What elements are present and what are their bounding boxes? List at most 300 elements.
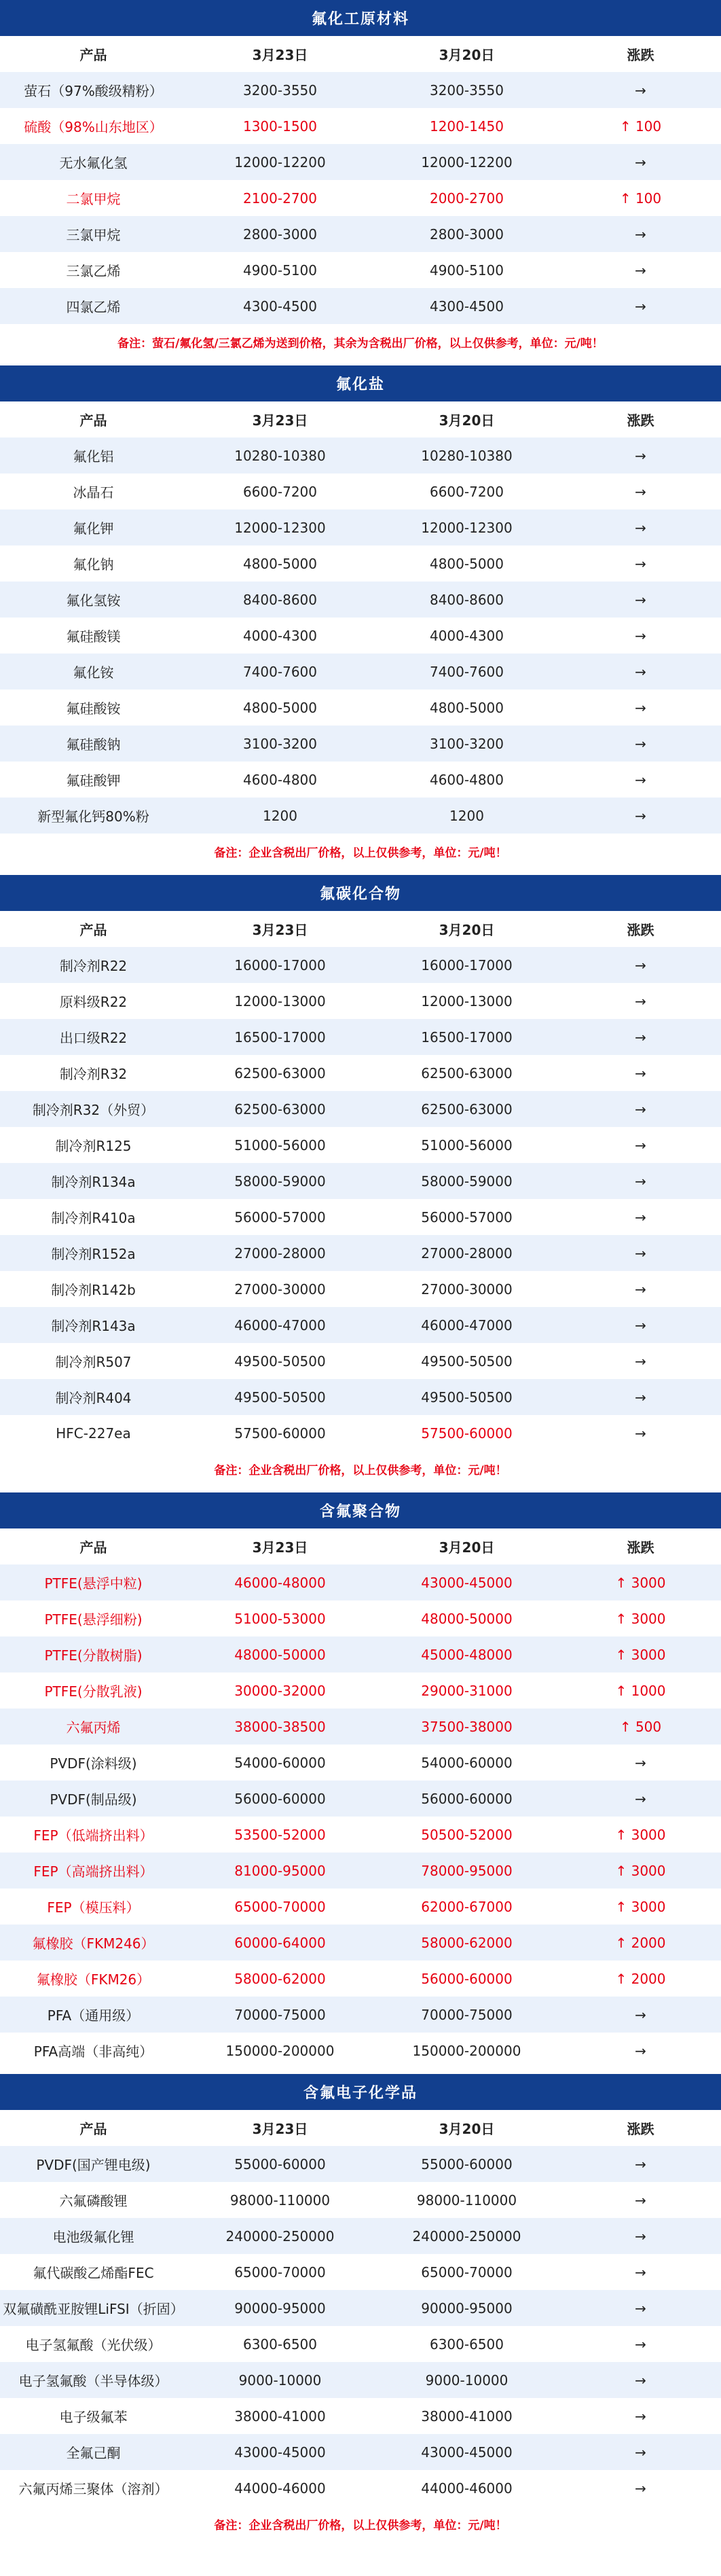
price-date-2: 12000-12200: [421, 154, 513, 171]
price-change: →: [635, 154, 646, 171]
product-name: 制冷剂R152a: [51, 1246, 136, 1262]
price-date-2: 56000-60000: [421, 1790, 513, 1807]
price-date-1: 30000-32000: [234, 1682, 326, 1699]
table-row: [0, 1163, 721, 1199]
price-date-1: 4800-5000: [242, 555, 317, 572]
price-date-1: 98000-110000: [229, 2192, 331, 2208]
product-name: 萤石（97%酸级精粉）: [24, 83, 163, 99]
price-date-1: 3100-3200: [242, 735, 317, 752]
header-change: 涨跌: [627, 1539, 654, 1556]
price-date-1: 81000-95000: [234, 1862, 326, 1879]
price-change: →: [635, 1353, 646, 1370]
table-row: [0, 2182, 721, 2218]
product-name: PTFE(悬浮细粉): [44, 1611, 143, 1628]
table-row: [0, 2362, 721, 2398]
table-row: [0, 216, 721, 252]
section-2: [0, 875, 721, 1487]
price-change: →: [635, 2372, 646, 2389]
price-date-1: 49500-50500: [234, 1353, 326, 1370]
header-product: 产品: [79, 47, 107, 63]
section-gap: [0, 1487, 721, 1492]
price-date-2: 4800-5000: [429, 555, 504, 572]
header-date-2: 3月20日: [439, 1539, 495, 1556]
table-row: [0, 582, 721, 618]
table-row: [0, 144, 721, 180]
price-date-1: 4300-4500: [242, 298, 317, 315]
price-change: →: [635, 2480, 646, 2497]
product-name: 氟代碳酸乙烯酯FEC: [33, 2265, 154, 2281]
section-title: 含氟电子化学品: [0, 2074, 721, 2110]
price-date-1: 12000-12200: [234, 154, 326, 171]
price-change: →: [635, 591, 646, 608]
table-row: [0, 798, 721, 834]
price-date-2: 48000-50000: [421, 1610, 513, 1627]
price-date-2: 62000-67000: [421, 1898, 513, 1915]
price-change: ↑ 3000: [615, 1898, 666, 1915]
price-date-1: 58000-62000: [234, 1970, 326, 1987]
table-row: [0, 2398, 721, 2434]
price-change: ↑ 2000: [615, 1934, 666, 1951]
price-change: →: [635, 2228, 646, 2244]
product-name: PVDF(制品级): [50, 1791, 137, 1808]
price-date-1: 1300-1500: [242, 118, 317, 135]
table-row: [0, 1199, 721, 1235]
table-row: [0, 1127, 721, 1163]
price-date-1: 16500-17000: [234, 1028, 326, 1045]
table-row: [0, 1781, 721, 1817]
price-date-1: 27000-28000: [234, 1245, 326, 1262]
header-change: 涨跌: [627, 2121, 654, 2137]
price-date-2: 62500-63000: [421, 1065, 513, 1081]
table-row: [0, 2290, 721, 2326]
table-row: [0, 252, 721, 288]
table-row: [0, 1817, 721, 1853]
product-name: FEP（低端挤出料）: [33, 1827, 153, 1844]
table-row: [0, 72, 721, 108]
price-date-1: 8400-8600: [242, 591, 317, 608]
table-row: [0, 1672, 721, 1709]
price-date-2: 46000-47000: [421, 1317, 513, 1334]
price-change: →: [635, 1028, 646, 1045]
price-date-2: 65000-70000: [421, 2264, 513, 2280]
product-name: 冰晶石: [73, 484, 114, 501]
section-note: 备注：企业含税出厂价格，以上仅供参考，单位：元/吨！: [0, 834, 721, 870]
price-date-2: 43000-45000: [421, 2444, 513, 2461]
table-header-row: [0, 401, 721, 437]
table-row: [0, 726, 721, 762]
price-date-2: 4900-5100: [429, 262, 504, 279]
price-change: →: [635, 1425, 646, 1442]
price-date-2: 58000-59000: [421, 1173, 513, 1189]
section-title: 氟碳化合物: [0, 875, 721, 911]
price-date-2: 49500-50500: [421, 1389, 513, 1406]
table-header-row: [0, 2110, 721, 2146]
product-name: 硫酸（98%山东地区）: [24, 119, 163, 135]
table-row: [0, 1019, 721, 1055]
header-date-1: 3月23日: [252, 412, 308, 429]
price-date-1: 57500-60000: [234, 1425, 326, 1442]
table-row: [0, 1889, 721, 1925]
product-name: 氟橡胶（FKM26）: [36, 1971, 151, 1988]
price-date-1: 48000-50000: [234, 1646, 326, 1663]
section-title: 氟化工原材料: [0, 0, 721, 36]
section-gap: [0, 2069, 721, 2074]
table-row: [0, 1055, 721, 1091]
price-change: →: [635, 447, 646, 464]
price-date-1: 53500-52000: [234, 1826, 326, 1843]
product-name: 氟硅酸钠: [66, 736, 121, 753]
price-date-1: 62500-63000: [234, 1065, 326, 1081]
product-name: PFA高端（非高纯）: [33, 2043, 153, 2060]
price-date-2: 90000-95000: [421, 2300, 513, 2316]
price-change: →: [635, 1389, 646, 1406]
section-gap: [0, 870, 721, 875]
product-name: 制冷剂R32: [59, 1066, 128, 1082]
price-change: ↑ 1000: [615, 1682, 666, 1699]
section-title: 含氟聚合物: [0, 1492, 721, 1528]
price-date-2: 62500-63000: [421, 1101, 513, 1117]
product-name: PTFE(分散乳液): [44, 1683, 143, 1700]
price-change: →: [635, 298, 646, 315]
price-date-2: 10280-10380: [421, 447, 513, 464]
table-row: [0, 1997, 721, 2033]
price-change: →: [635, 2042, 646, 2059]
price-date-1: 150000-200000: [225, 2042, 335, 2059]
price-date-2: 49500-50500: [421, 1353, 513, 1370]
price-date-1: 7400-7600: [242, 663, 317, 680]
product-name: 制冷剂R125: [55, 1138, 132, 1154]
price-change: ↑ 3000: [615, 1826, 666, 1843]
price-date-2: 29000-31000: [421, 1682, 513, 1699]
header-product: 产品: [79, 412, 107, 429]
section-4: [0, 2074, 721, 2542]
section-note: 备注：企业含税出厂价格，以上仅供参考，单位：元/吨！: [0, 1451, 721, 1487]
price-date-2: 38000-41000: [421, 2408, 513, 2425]
product-name: 制冷剂R404: [55, 1390, 132, 1406]
product-name: 制冷剂R134a: [51, 1174, 136, 1190]
table-header-row: [0, 911, 721, 947]
price-date-2: 6600-7200: [429, 483, 504, 500]
product-name: 电子氢氟酸（光伏级）: [25, 2337, 162, 2353]
product-name: FEP（模压料）: [47, 1899, 140, 1916]
price-change: →: [635, 82, 646, 99]
table-row: [0, 1925, 721, 1961]
product-name: 出口级R22: [59, 1030, 128, 1046]
price-date-1: 58000-59000: [234, 1173, 326, 1189]
product-name: 二氯甲烷: [66, 191, 121, 207]
header-product: 产品: [79, 922, 107, 938]
product-name: HFC-227ea: [56, 1425, 131, 1442]
table-row: [0, 1564, 721, 1600]
price-date-2: 240000-250000: [412, 2228, 521, 2244]
table-row: [0, 545, 721, 582]
product-name: 制冷剂R32（外贸）: [32, 1102, 155, 1118]
price-date-2: 37500-38000: [421, 1718, 513, 1735]
price-date-2: 70000-75000: [421, 2006, 513, 2023]
table-row: [0, 1853, 721, 1889]
header-date-2: 3月20日: [439, 2121, 495, 2137]
product-name: 电子氢氟酸（半导体级）: [18, 2373, 168, 2389]
price-date-2: 7400-7600: [429, 663, 504, 680]
price-date-2: 16500-17000: [421, 1028, 513, 1045]
table-row: [0, 1343, 721, 1379]
price-date-1: 46000-48000: [234, 1574, 326, 1591]
price-date-1: 70000-75000: [234, 2006, 326, 2023]
price-date-1: 44000-46000: [234, 2480, 326, 2497]
table-row: [0, 762, 721, 798]
price-date-2: 3100-3200: [429, 735, 504, 752]
price-date-1: 62500-63000: [234, 1101, 326, 1117]
table-row: [0, 618, 721, 654]
price-change: →: [635, 2300, 646, 2316]
table-row: [0, 1415, 721, 1451]
product-name: PFA（通用级）: [47, 2007, 140, 2024]
price-date-1: 46000-47000: [234, 1317, 326, 1334]
price-change: ↑ 2000: [615, 1970, 666, 1987]
price-date-2: 78000-95000: [421, 1862, 513, 1879]
price-date-2: 58000-62000: [421, 1934, 513, 1951]
product-name: 三氯甲烷: [66, 227, 121, 243]
section-title: 氟化盐: [0, 365, 721, 401]
price-change: →: [635, 1245, 646, 1262]
section-0: [0, 0, 721, 360]
price-date-2: 3200-3550: [429, 82, 504, 99]
price-change: →: [635, 807, 646, 824]
table-row: [0, 509, 721, 545]
product-name: 电子级氟苯: [59, 2409, 128, 2425]
product-name: 氟硅酸铵: [66, 700, 121, 717]
price-date-1: 54000-60000: [234, 1754, 326, 1771]
price-change: ↑ 100: [619, 190, 662, 207]
price-change: →: [635, 1754, 646, 1771]
price-date-2: 2800-3000: [429, 226, 504, 243]
price-date-1: 43000-45000: [234, 2444, 326, 2461]
price-date-1: 4000-4300: [242, 627, 317, 644]
product-name: 制冷剂R507: [55, 1354, 132, 1370]
price-date-2: 27000-28000: [421, 1245, 513, 1262]
price-date-2: 56000-57000: [421, 1209, 513, 1226]
section-note: 备注：萤石/氟化氢/三氯乙烯为送到价格，其余为含税出厂价格，以上仅供参考，单位：元/吨！: [0, 324, 721, 360]
price-change: →: [635, 483, 646, 500]
table-row: [0, 690, 721, 726]
product-name: 制冷剂R410a: [51, 1210, 136, 1226]
price-date-1: 51000-53000: [234, 1610, 326, 1627]
price-change: →: [635, 2336, 646, 2353]
product-name: PVDF(涂料级): [50, 1755, 137, 1772]
price-date-2: 56000-60000: [421, 1970, 513, 1987]
product-name: 制冷剂R142b: [51, 1282, 136, 1298]
price-date-1: 4600-4800: [242, 771, 317, 788]
table-header-row: [0, 36, 721, 72]
price-date-1: 12000-12300: [234, 519, 326, 536]
price-change: →: [635, 1281, 646, 1298]
table-row: [0, 654, 721, 690]
table-row: [0, 288, 721, 324]
product-name: 氟硅酸钾: [66, 772, 121, 789]
section-1: [0, 365, 721, 870]
price-date-1: 4900-5100: [242, 262, 317, 279]
product-name: 氟橡胶（FKM246）: [32, 1935, 155, 1952]
price-date-2: 98000-110000: [416, 2192, 517, 2208]
price-date-1: 3200-3550: [242, 82, 317, 99]
price-date-2: 45000-48000: [421, 1646, 513, 1663]
price-date-2: 57500-60000: [421, 1425, 513, 1442]
price-date-1: 2100-2700: [242, 190, 317, 207]
price-change: →: [635, 735, 646, 752]
price-date-2: 4600-4800: [429, 771, 504, 788]
product-name: PVDF(国产锂电级): [36, 2157, 151, 2173]
table-row: [0, 2254, 721, 2290]
price-date-1: 51000-56000: [234, 1137, 326, 1153]
price-change: →: [635, 663, 646, 680]
section-gap: [0, 2542, 721, 2547]
price-date-2: 4300-4500: [429, 298, 504, 315]
price-date-1: 1200: [263, 807, 297, 824]
price-date-1: 6300-6500: [242, 2336, 317, 2353]
price-date-1: 12000-13000: [234, 992, 326, 1009]
price-change: ↑ 3000: [615, 1610, 666, 1627]
price-date-1: 65000-70000: [234, 2264, 326, 2280]
price-date-1: 56000-60000: [234, 1790, 326, 1807]
price-change: →: [635, 2264, 646, 2280]
product-name: 三氯乙烯: [66, 263, 121, 279]
table-row: [0, 473, 721, 509]
table-row: [0, 1961, 721, 1997]
product-name: 六氟丙烯: [66, 1719, 121, 1736]
product-name: PTFE(分散树脂): [44, 1647, 143, 1664]
price-change: →: [635, 627, 646, 644]
price-date-2: 50500-52000: [421, 1826, 513, 1843]
price-date-1: 90000-95000: [234, 2300, 326, 2316]
price-change: ↑ 3000: [615, 1646, 666, 1663]
price-date-1: 6600-7200: [242, 483, 317, 500]
price-change: →: [635, 992, 646, 1009]
table-header-row: [0, 1528, 721, 1564]
price-date-1: 240000-250000: [225, 2228, 335, 2244]
table-row: [0, 2146, 721, 2182]
price-change: →: [635, 1317, 646, 1334]
price-date-2: 55000-60000: [421, 2155, 513, 2172]
product-name: 六氟磷酸锂: [59, 2193, 128, 2209]
product-name: 制冷剂R143a: [51, 1318, 136, 1334]
table-row: [0, 1235, 721, 1271]
header-date-2: 3月20日: [439, 47, 495, 63]
price-change: →: [635, 555, 646, 572]
table-row: [0, 1307, 721, 1343]
price-change: ↑ 100: [619, 118, 662, 135]
section-3: [0, 1492, 721, 2069]
price-date-2: 43000-45000: [421, 1574, 513, 1591]
price-date-1: 38000-41000: [234, 2408, 326, 2425]
price-change: →: [635, 1065, 646, 1081]
product-name: PTFE(悬浮中粒): [44, 1575, 143, 1592]
table-row: [0, 108, 721, 144]
price-change: →: [635, 771, 646, 788]
price-date-2: 9000-10000: [425, 2372, 509, 2389]
product-name: 氟化钾: [73, 520, 114, 537]
price-date-1: 38000-38500: [234, 1718, 326, 1735]
header-change: 涨跌: [627, 412, 654, 429]
product-name: FEP（高端挤出料）: [33, 1863, 153, 1880]
price-date-1: 65000-70000: [234, 1898, 326, 1915]
header-change: 涨跌: [627, 47, 654, 63]
product-name: 氟化钠: [73, 556, 114, 573]
price-date-2: 1200-1450: [429, 118, 504, 135]
table-row: [0, 437, 721, 473]
price-date-1: 60000-64000: [234, 1934, 326, 1951]
price-change: →: [635, 2192, 646, 2208]
price-change: →: [635, 1101, 646, 1117]
price-date-1: 27000-30000: [234, 1281, 326, 1298]
product-name: 双氟磺酰亚胺锂LiFSI（折固）: [3, 2301, 184, 2317]
table-row: [0, 2218, 721, 2254]
price-date-2: 2000-2700: [429, 190, 504, 207]
header-change: 涨跌: [627, 922, 654, 938]
header-date-1: 3月23日: [252, 2121, 308, 2137]
product-name: 新型氟化钙80%粉: [37, 808, 149, 825]
table-row: [0, 2434, 721, 2470]
price-date-1: 2800-3000: [242, 226, 317, 243]
price-date-2: 16000-17000: [421, 956, 513, 973]
table-row: [0, 1379, 721, 1415]
table-row: [0, 1636, 721, 1672]
price-change: →: [635, 1209, 646, 1226]
price-date-2: 12000-12300: [421, 519, 513, 536]
product-name: 四氯乙烯: [66, 299, 121, 315]
price-date-2: 54000-60000: [421, 1754, 513, 1771]
price-change: →: [635, 1790, 646, 1807]
price-change: →: [635, 2155, 646, 2172]
price-date-2: 6300-6500: [429, 2336, 504, 2353]
table-row: [0, 1709, 721, 1745]
header-product: 产品: [79, 1539, 107, 1556]
product-name: 氟硅酸镁: [66, 628, 121, 645]
table-row: [0, 2326, 721, 2362]
price-date-2: 8400-8600: [429, 591, 504, 608]
price-date-2: 51000-56000: [421, 1137, 513, 1153]
table-row: [0, 1271, 721, 1307]
product-name: 氟化铵: [73, 664, 114, 681]
header-product: 产品: [79, 2121, 107, 2137]
price-date-2: 1200: [449, 807, 484, 824]
price-date-2: 27000-30000: [421, 1281, 513, 1298]
price-date-1: 10280-10380: [234, 447, 326, 464]
table-row: [0, 180, 721, 216]
price-change: →: [635, 262, 646, 279]
price-change: →: [635, 2444, 646, 2461]
price-date-2: 12000-13000: [421, 992, 513, 1009]
product-name: 电池级氟化锂: [52, 2229, 134, 2245]
product-name: 制冷剂R22: [59, 958, 128, 974]
product-name: 全氟己酮: [66, 2445, 121, 2461]
table-row: [0, 1745, 721, 1781]
price-date-1: 49500-50500: [234, 1389, 326, 1406]
table-row: [0, 1600, 721, 1636]
product-name: 六氟丙烯三聚体（溶剂）: [18, 2481, 168, 2497]
price-date-1: 55000-60000: [234, 2155, 326, 2172]
price-change: →: [635, 956, 646, 973]
price-change: →: [635, 2408, 646, 2425]
price-change: →: [635, 1137, 646, 1153]
table-row: [0, 1091, 721, 1127]
price-change: ↑ 3000: [615, 1574, 666, 1591]
price-change: ↑ 500: [619, 1718, 662, 1735]
price-date-1: 4800-5000: [242, 699, 317, 716]
price-date-1: 16000-17000: [234, 956, 326, 973]
header-date-2: 3月20日: [439, 412, 495, 429]
price-change: →: [635, 1173, 646, 1189]
product-name: 原料级R22: [59, 994, 128, 1010]
